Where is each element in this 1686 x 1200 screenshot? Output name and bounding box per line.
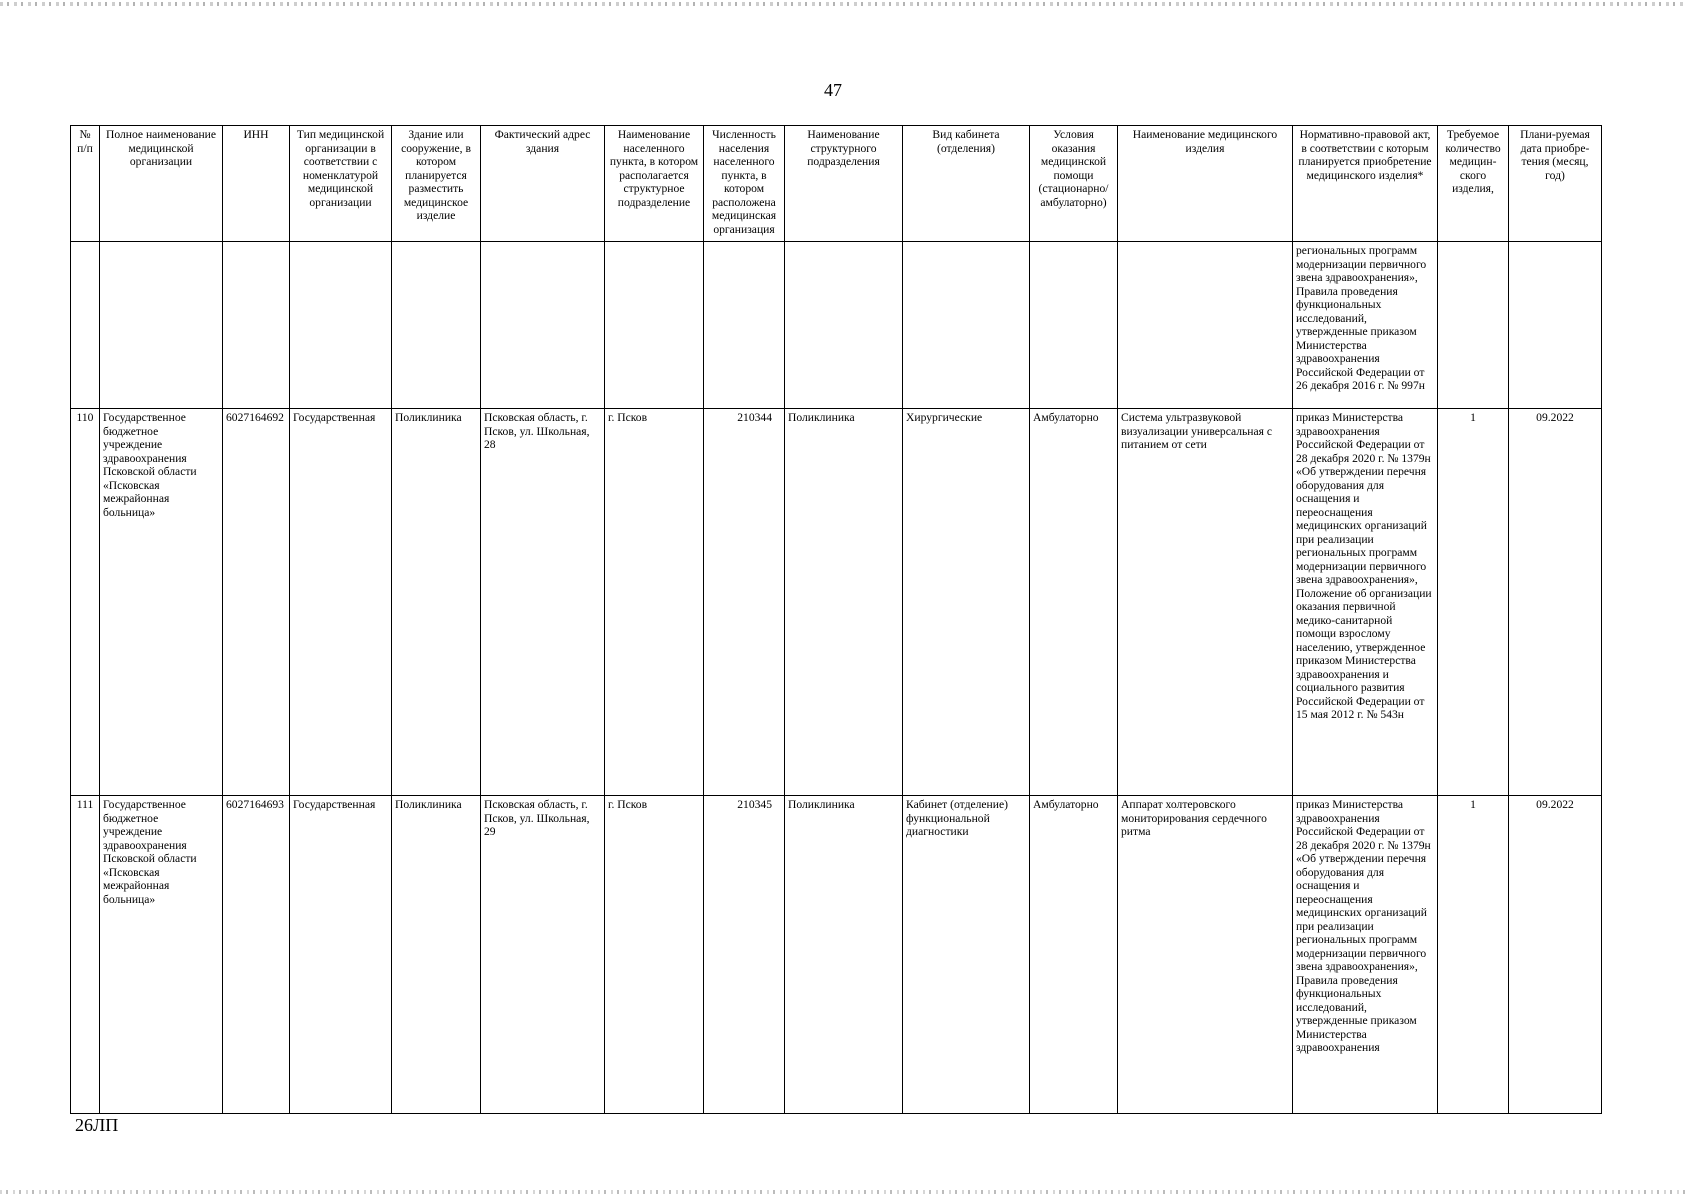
- header-cell-conditions: Условия оказания медицинской помощи (стационарно/ амбулаторно): [1030, 126, 1118, 242]
- table-cell: [704, 242, 785, 409]
- header-cell-subdivision: Наименование структурного подразделения: [785, 126, 903, 242]
- header-cell-inn: ИНН: [223, 126, 290, 242]
- cell-population: 210344: [704, 409, 785, 796]
- cell-address: Псковская область, г. Псков, ул. Школьная, 29: [481, 796, 605, 1114]
- table-row: [71, 796, 1602, 1114]
- cell-cabinet: Хирургические: [903, 409, 1030, 796]
- table-cell: [100, 242, 223, 409]
- cell-conditions: Амбулаторно: [1030, 409, 1118, 796]
- cell-legal-act: приказ Министерства здравоохранения Российской Федерации от 28 декабря 2020 г. № 1379н «Об утверждении перечня оборудования для оснащения и переоснащения медицинских организаций при реализации региональных программ модернизации первичного звена здравоохранения», Правила проведения функциональных исследований, утвержденные приказом Министерства здравоохранения: [1293, 796, 1438, 1114]
- table-cell: [1438, 242, 1509, 409]
- cell-quantity: 1: [1438, 409, 1509, 796]
- cell-number: 110: [71, 409, 100, 796]
- cell-device: Система ультразвуковой визуализации универсальная с питанием от сети: [1118, 409, 1293, 796]
- header-cell-legal-act: Нормативно-правовой акт, в соответствии с которым планируется приобретение медицинского изделия*: [1293, 126, 1438, 242]
- table-cell: [392, 242, 481, 409]
- table-cell: [1118, 242, 1293, 409]
- cell-date: 09.2022: [1509, 409, 1602, 796]
- table-cell: [1509, 242, 1602, 409]
- cell-org-type: Государственная: [290, 409, 392, 796]
- cell-settlement: г. Псков: [605, 409, 704, 796]
- cell-inn: 6027164692: [223, 409, 290, 796]
- header-cell-device: Наименование медицинского изделия: [1118, 126, 1293, 242]
- header-cell-settlement: Наименование населенного пункта, в котором располагается структурное подразделение: [605, 126, 704, 242]
- table-cell: [903, 242, 1030, 409]
- cell-inn: 6027164693: [223, 796, 290, 1114]
- header-cell-org-name: Полное наименование медицинской организации: [100, 126, 223, 242]
- document-code: 26ЛП: [75, 1115, 119, 1135]
- cell-population: 210345: [704, 796, 785, 1114]
- cell-subdivision: Поликлиника: [785, 409, 903, 796]
- table-cell: [71, 242, 100, 409]
- medical-equipment-table: [70, 125, 1602, 1114]
- header-cell-cabinet: Вид кабинета (отделения): [903, 126, 1030, 242]
- cell-org-type: Государственная: [290, 796, 392, 1114]
- cell-conditions: Амбулаторно: [1030, 796, 1118, 1114]
- header-cell-number: № п/п: [71, 126, 100, 242]
- scan-edge-top: [0, 2, 1686, 6]
- table-cell: [290, 242, 392, 409]
- table-cell: [223, 242, 290, 409]
- header-cell-building: Здание или сооружение, в котором планируется разместить медицинское изделие: [392, 126, 481, 242]
- cell-number: 111: [71, 796, 100, 1114]
- table-cell: [605, 242, 704, 409]
- table-cell: [785, 242, 903, 409]
- table-header-row: [71, 126, 1602, 242]
- cell-subdivision: Поликлиника: [785, 796, 903, 1114]
- table-cell: [481, 242, 605, 409]
- table-row: [71, 409, 1602, 796]
- cell-org-name: Государственное бюджетное учреждение здравоохранения Псковской области «Псковская межрайонная больница»: [100, 409, 223, 796]
- cell-building: Поликлиника: [392, 796, 481, 1114]
- cell-org-name: Государственное бюджетное учреждение здравоохранения Псковской области «Псковская межрайонная больница»: [100, 796, 223, 1114]
- header-cell-address: Фактический адрес здания: [481, 126, 605, 242]
- cell-address: Псковская область, г. Псков, ул. Школьная, 28: [481, 409, 605, 796]
- scan-edge-bottom: [0, 1190, 1686, 1194]
- header-cell-date: Плани-руемая дата приобре-тения (месяц, год): [1509, 126, 1602, 242]
- cell-settlement: г. Псков: [605, 796, 704, 1114]
- cell-legal-act: региональных программ модернизации первичного звена здравоохранения», Правила проведения функциональных исследований, утвержденные приказом Министерства здравоохранения Российской Федерации от 26 декабря 2016 г. № 997н: [1293, 242, 1438, 409]
- page-number: 47: [824, 80, 842, 100]
- cell-cabinet: Кабинет (отделение) функциональной диагностики: [903, 796, 1030, 1114]
- header-cell-quantity: Требуемое количество медицин-ского изделия,: [1438, 126, 1509, 242]
- cell-building: Поликлиника: [392, 409, 481, 796]
- table-row-continuation: [71, 242, 1602, 409]
- cell-quantity: 1: [1438, 796, 1509, 1114]
- header-cell-population: Численность населения населенного пункта, в котором расположена медицинская организация: [704, 126, 785, 242]
- cell-date: 09.2022: [1509, 796, 1602, 1114]
- header-cell-org-type: Тип медицинской организации в соответствии с номенклатурой медицинской организации: [290, 126, 392, 242]
- cell-device: Аппарат холтеровского мониторирования сердечного ритма: [1118, 796, 1293, 1114]
- cell-legal-act: приказ Министерства здравоохранения Российской Федерации от 28 декабря 2020 г. № 1379н «Об утверждении перечня оборудования для оснащения и переоснащения медицинских организаций при реализации региональных программ модернизации первичного звена здравоохранения», Положение об организации оказания первичной медико-санитарной помощи взрослому населению, утвержденное приказом Министерства здравоохранения и социального развития Российской Федерации от 15 мая 2012 г. № 543н: [1293, 409, 1438, 796]
- table-cell: [1030, 242, 1118, 409]
